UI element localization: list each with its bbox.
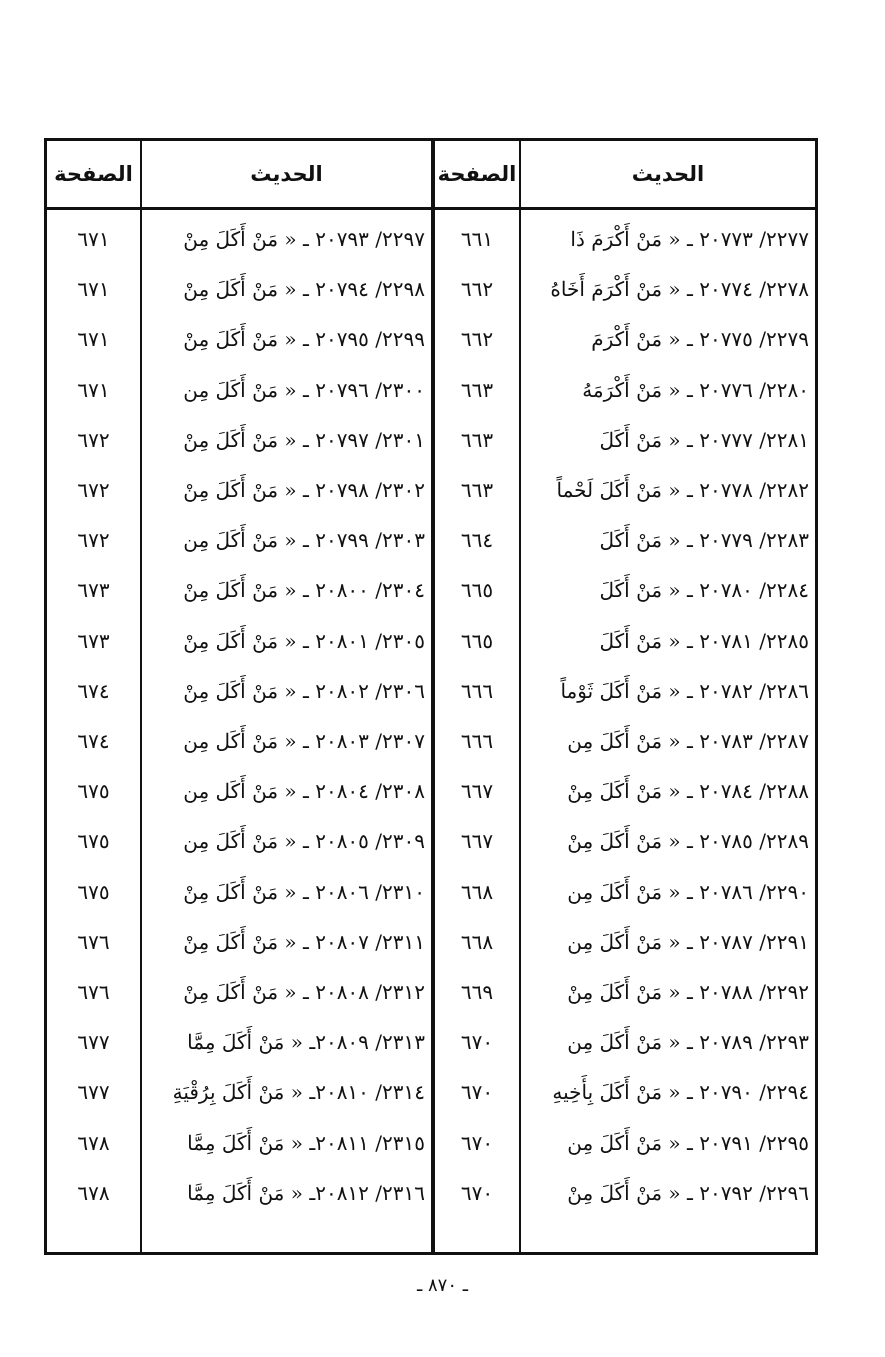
hadith-entry-right: ٢٢٩١/ ٢٠٧٨٧ ـ « مَنْ أَكَلَ مِن bbox=[567, 929, 809, 954]
hadith-entry-right: ٢٢٨٧/ ٢٠٧٨٣ ـ « مَنْ أَكَلَ مِن bbox=[567, 729, 809, 753]
page-number-right: ٦٦٨ bbox=[460, 929, 494, 954]
page-number-left: ٦٧٧ bbox=[77, 1080, 110, 1105]
hadith-entry-right: ٢٢٨٦/ ٢٠٧٨٢ ـ « مَنْ أَكَلَ ثَوْماً bbox=[560, 678, 809, 703]
hadith-entry-left: ٢٣٠٩/ ٢٠٨٠٥ ـ « مَنْ أَكَلَ مِن bbox=[183, 829, 425, 854]
hadith-entry-right: ٢٢٨٥/ ٢٠٧٨١ ـ « مَنْ أَكَلَ bbox=[599, 628, 809, 653]
page-number-left: ٦٧٤ bbox=[77, 729, 110, 753]
hadith-entry-right: ٢٢٨٣/ ٢٠٧٧٩ ـ « مَنْ أَكَلَ bbox=[599, 528, 809, 553]
table-row bbox=[47, 666, 815, 716]
hadith-entry-left: ٢٣١٤/ ٢٠٨١٠ـ « مَنْ أَكَلَ بِرُقْيَةِ bbox=[172, 1080, 425, 1105]
page-number-right: ٦٦٣ bbox=[460, 377, 494, 402]
header-hadith-left: الحديث bbox=[250, 162, 323, 186]
hadith-entry-left: ٢٣٠٤/ ٢٠٨٠٠ ـ « مَنْ أَكَلَ مِنْ bbox=[183, 578, 425, 603]
hadith-entry-right: ٢٢٩٥/ ٢٠٧٩١ ـ « مَنْ أَكَلَ مِن bbox=[567, 1130, 809, 1155]
page-number-right: ٦٧٠ bbox=[460, 1180, 494, 1205]
hadith-entry-right: ٢٢٩٠/ ٢٠٧٨٦ ـ « مَنْ أَكَلَ مِن bbox=[567, 879, 809, 904]
hadith-entry-left: ٢٣١٠/ ٢٠٨٠٦ ـ « مَنْ أَكَلَ مِنْ bbox=[183, 879, 425, 904]
page-number-left: ٦٧١ bbox=[77, 277, 110, 302]
table-row bbox=[47, 766, 815, 816]
page-number-right: ٦٧٠ bbox=[460, 1130, 494, 1155]
hadith-entry-left: ٢٢٩٨/ ٢٠٧٩٤ ـ « مَنْ أَكَلَ مِنْ bbox=[183, 277, 425, 302]
hadith-entry-left: ٢٣١١/ ٢٠٨٠٧ ـ « مَنْ أَكَلَ مِنْ bbox=[183, 929, 425, 954]
page-number-left: ٦٧٣ bbox=[77, 628, 110, 653]
table-row bbox=[47, 565, 815, 615]
hadith-entry-left: ٢٣١٦/ ٢٠٨١٢ـ « مَنْ أَكَلَ مِمَّا bbox=[187, 1180, 425, 1205]
hadith-entry-right: ٢٢٨٤/ ٢٠٧٨٠ ـ « مَنْ أَكَلَ bbox=[599, 578, 809, 603]
page-number-right: ٦٦٢ bbox=[460, 327, 494, 352]
hadith-entry-left: ٢٣٠٠/ ٢٠٧٩٦ ـ « مَنْ أَكَلَ مِن bbox=[183, 377, 425, 402]
page-number-left: ٦٧٨ bbox=[77, 1180, 110, 1205]
page-number-right: ٦٦٤ bbox=[460, 528, 494, 553]
table-row bbox=[47, 1017, 815, 1067]
table-row bbox=[47, 816, 815, 866]
hadith-index-table bbox=[44, 138, 818, 1255]
page-number-left: ٦٧٥ bbox=[77, 879, 110, 904]
header-page-right: الصفحة bbox=[437, 162, 517, 186]
hadith-entry-left: ٢٣٠٧/ ٢٠٨٠٣ ـ « مَنْ أَكَل مِن bbox=[183, 729, 425, 753]
hadith-entry-left: ٢٣١٢/ ٢٠٨٠٨ ـ « مَنْ أَكَلَ مِنْ bbox=[183, 980, 425, 1004]
table-row bbox=[47, 314, 815, 364]
hadith-entry-left: ٢٣٠٢/ ٢٠٧٩٨ ـ « مَنْ أَكَلَ مِنْ bbox=[183, 478, 425, 502]
page-number-right: ٦٦٣ bbox=[460, 427, 494, 452]
table-row bbox=[47, 1118, 815, 1168]
hadith-entry-left: ٢٣١٥/ ٢٠٨١١ـ « مَنْ أَكَلَ مِمَّا bbox=[187, 1130, 425, 1155]
page-number-left: ٦٧٨ bbox=[77, 1130, 110, 1155]
page-number-left: ٦٧١ bbox=[77, 227, 110, 251]
table-row bbox=[47, 867, 815, 917]
hadith-entry-left: ٢٣٠٨/ ٢٠٨٠٤ ـ « مَنْ أَكَل مِن bbox=[183, 779, 425, 804]
table-row bbox=[47, 716, 815, 766]
page-number-left: ٦٧٥ bbox=[77, 829, 110, 854]
page-number-right: ٦٦٧ bbox=[460, 829, 494, 854]
table-row bbox=[47, 616, 815, 666]
page-number: ـ ٨٧٠ ـ bbox=[416, 1275, 468, 1296]
hadith-entry-right: ٢٢٧٧/ ٢٠٧٧٣ ـ « مَنْ أَكْرَمَ ذَا bbox=[570, 227, 809, 251]
table-row bbox=[47, 515, 815, 565]
hadith-entry-left: ٢٣٠١/ ٢٠٧٩٧ ـ « مَنْ أَكَلَ مِنْ bbox=[183, 427, 425, 452]
header-hadith-right: الحديث bbox=[631, 162, 705, 186]
hadith-entry-right: ٢٢٩٦/ ٢٠٧٩٢ ـ « مَنْ أَكَلَ مِنْ bbox=[567, 1180, 809, 1205]
hadith-entry-right: ٢٢٩٤/ ٢٠٧٩٠ ـ « مَنْ أَكَلَ بِأَخِيهِ bbox=[552, 1080, 809, 1105]
header-page-left: الصفحة bbox=[54, 162, 133, 186]
hadith-entry-right: ٢٢٨٨/ ٢٠٧٨٤ ـ « مَنْ أَكَلَ مِنْ bbox=[567, 779, 809, 804]
page-number-left: ٦٧٤ bbox=[77, 678, 110, 703]
page-number-right: ٦٦٨ bbox=[460, 879, 494, 904]
hadith-entry-right: ٢٢٨١/ ٢٠٧٧٧ ـ « مَنْ أَكَلَ bbox=[599, 427, 809, 452]
page-number-right: ٦٦٦ bbox=[460, 729, 494, 753]
hadith-entry-right: ٢٢٩٣/ ٢٠٧٨٩ ـ « مَنْ أَكَلَ مِن bbox=[567, 1030, 809, 1055]
hadith-entry-right: ٢٢٨٠/ ٢٠٧٧٦ ـ « مَنْ أَكْرَمَهُ bbox=[582, 377, 809, 402]
hadith-entry-left: ٢٢٩٧/ ٢٠٧٩٣ ـ « مَنْ أَكَلَ مِنْ bbox=[183, 227, 425, 251]
page-number-left: ٦٧٢ bbox=[77, 427, 110, 452]
table-row bbox=[47, 415, 815, 465]
hadith-entry-left: ٢٣٠٥/ ٢٠٨٠١ ـ « مَنْ أَكَلَ مِنْ bbox=[183, 628, 425, 653]
table-row bbox=[47, 967, 815, 1017]
table-row bbox=[47, 1067, 815, 1117]
table-row bbox=[47, 264, 815, 314]
hadith-entry-right: ٢٢٧٨/ ٢٠٧٧٤ ـ « مَنْ أَكْرَمَ أَخَاهُ bbox=[550, 277, 809, 302]
table-row bbox=[47, 365, 815, 415]
hadith-entry-left: ٢٣١٣/ ٢٠٨٠٩ـ « مَنْ أَكَلَ مِمَّا bbox=[187, 1030, 425, 1055]
page-number-left: ٦٧٣ bbox=[77, 578, 110, 603]
page-number-left: ٦٧١ bbox=[77, 327, 110, 352]
page-number-right: ٦٦٣ bbox=[460, 478, 494, 502]
page-number-left: ٦٧١ bbox=[77, 377, 110, 402]
page-number-right: ٦٦٦ bbox=[460, 678, 494, 703]
page-number-left: ٦٧٦ bbox=[77, 980, 110, 1004]
table-row bbox=[47, 1168, 815, 1218]
page-number-left: ٦٧٥ bbox=[77, 779, 110, 804]
hadith-entry-right: ٢٢٩٢/ ٢٠٧٨٨ ـ « مَنْ أَكَلَ مِنْ bbox=[567, 980, 809, 1004]
page-number-right: ٦٦٩ bbox=[460, 980, 494, 1004]
page-number-left: ٦٧٢ bbox=[77, 528, 110, 553]
page-number-right: ٦٦١ bbox=[460, 227, 494, 251]
page-number-left: ٦٧٦ bbox=[77, 929, 110, 954]
table-row bbox=[47, 917, 815, 967]
page-number-right: ٦٦٢ bbox=[460, 277, 494, 302]
hadith-entry-right: ٢٢٨٩/ ٢٠٧٨٥ ـ « مَنْ أَكَلَ مِنْ bbox=[567, 829, 809, 854]
hadith-entry-left: ٢٣٠٦/ ٢٠٨٠٢ ـ « مَنْ أَكَلَ مِنْ bbox=[183, 678, 425, 703]
hadith-entry-left: ٢٣٠٣/ ٢٠٧٩٩ ـ « مَنْ أَكَلَ مِن bbox=[183, 528, 425, 553]
hadith-entry-right: ٢٢٨٢/ ٢٠٧٧٨ ـ « مَنْ أَكَلَ لَحْماً bbox=[556, 478, 809, 502]
page-number-right: ٦٦٥ bbox=[460, 628, 494, 653]
page-number-right: ٦٦٥ bbox=[460, 578, 494, 603]
hadith-entry-right: ٢٢٧٩/ ٢٠٧٧٥ ـ « مَنْ أَكْرَمَ bbox=[591, 327, 809, 352]
page-number-left: ٦٧٧ bbox=[77, 1030, 110, 1055]
page-number-right: ٦٧٠ bbox=[460, 1080, 494, 1105]
page-number-right: ٦٦٧ bbox=[460, 779, 494, 804]
table-row bbox=[47, 465, 815, 515]
hadith-entry-left: ٢٢٩٩/ ٢٠٧٩٥ ـ « مَنْ أَكَلَ مِنْ bbox=[183, 327, 425, 352]
table-row bbox=[47, 214, 815, 264]
page-number-right: ٦٧٠ bbox=[460, 1030, 494, 1055]
table-header-row bbox=[47, 141, 815, 210]
page-number-left: ٦٧٢ bbox=[77, 478, 110, 502]
